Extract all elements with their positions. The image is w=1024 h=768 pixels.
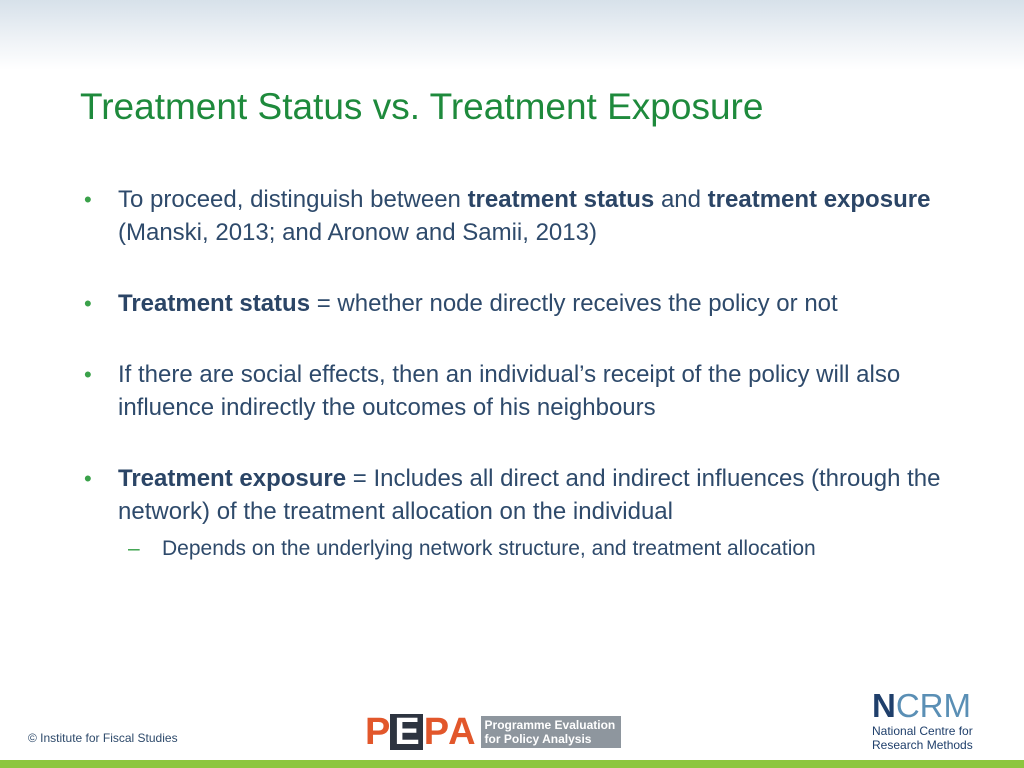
bullet-bold-term: treatment status	[467, 186, 655, 213]
bullet-bold-term: Treatment exposure	[118, 465, 347, 492]
pepa-logo	[365, 712, 621, 752]
bullet-text: = Includes all direct and indirect influences (through the network) of the treatment allocation on the individual	[118, 465, 941, 525]
bullet-bold-term: Treatment status	[118, 290, 311, 317]
ncrm-logo	[872, 688, 992, 752]
pepa-tagline: Programme Evaluation for Policy Analysis	[481, 716, 621, 748]
slide-title: Treatment Status vs. Treatment Exposure	[80, 86, 764, 127]
ncrm-name-line-2: Research Methods	[872, 738, 973, 752]
bullet-item	[84, 462, 964, 528]
bullet-text: (Manski, 2013; and Aronow and Samii, 2013)	[118, 219, 597, 246]
slide-body	[84, 183, 964, 563]
bullet-text: To proceed, distinguish between	[118, 186, 468, 213]
bullet-item	[84, 183, 964, 249]
bullet-dot-icon: •	[84, 291, 92, 316]
ncrm-name-line-1: National Centre for	[872, 724, 973, 738]
header-gradient-band	[0, 0, 1024, 70]
bullet-dot-icon: •	[84, 466, 92, 491]
sub-bullet-item	[84, 534, 964, 563]
bullet-item	[84, 358, 964, 424]
bullet-text: = whether node directly receives the policy or not	[310, 290, 838, 317]
ncrm-wordmark: NCRM	[872, 687, 971, 724]
bullet-text: and	[654, 186, 708, 213]
bullet-bold-term: treatment exposure	[707, 186, 931, 213]
bullet-dot-icon: •	[84, 362, 92, 387]
copyright-footer: © Institute for Fiscal Studies	[28, 731, 178, 745]
bullet-item	[84, 287, 964, 320]
bullet-text: If there are social effects, then an individual’s receipt of the policy will also influence indirectly the outcomes of his neighbours	[118, 361, 901, 421]
bullet-dot-icon: •	[84, 187, 92, 212]
pepa-wordmark: P E P A	[365, 710, 475, 753]
sub-bullet-text: Depends on the underlying network structure, and treatment allocation	[162, 537, 816, 560]
dash-icon: –	[128, 537, 140, 560]
bottom-accent-bar	[0, 760, 1024, 768]
